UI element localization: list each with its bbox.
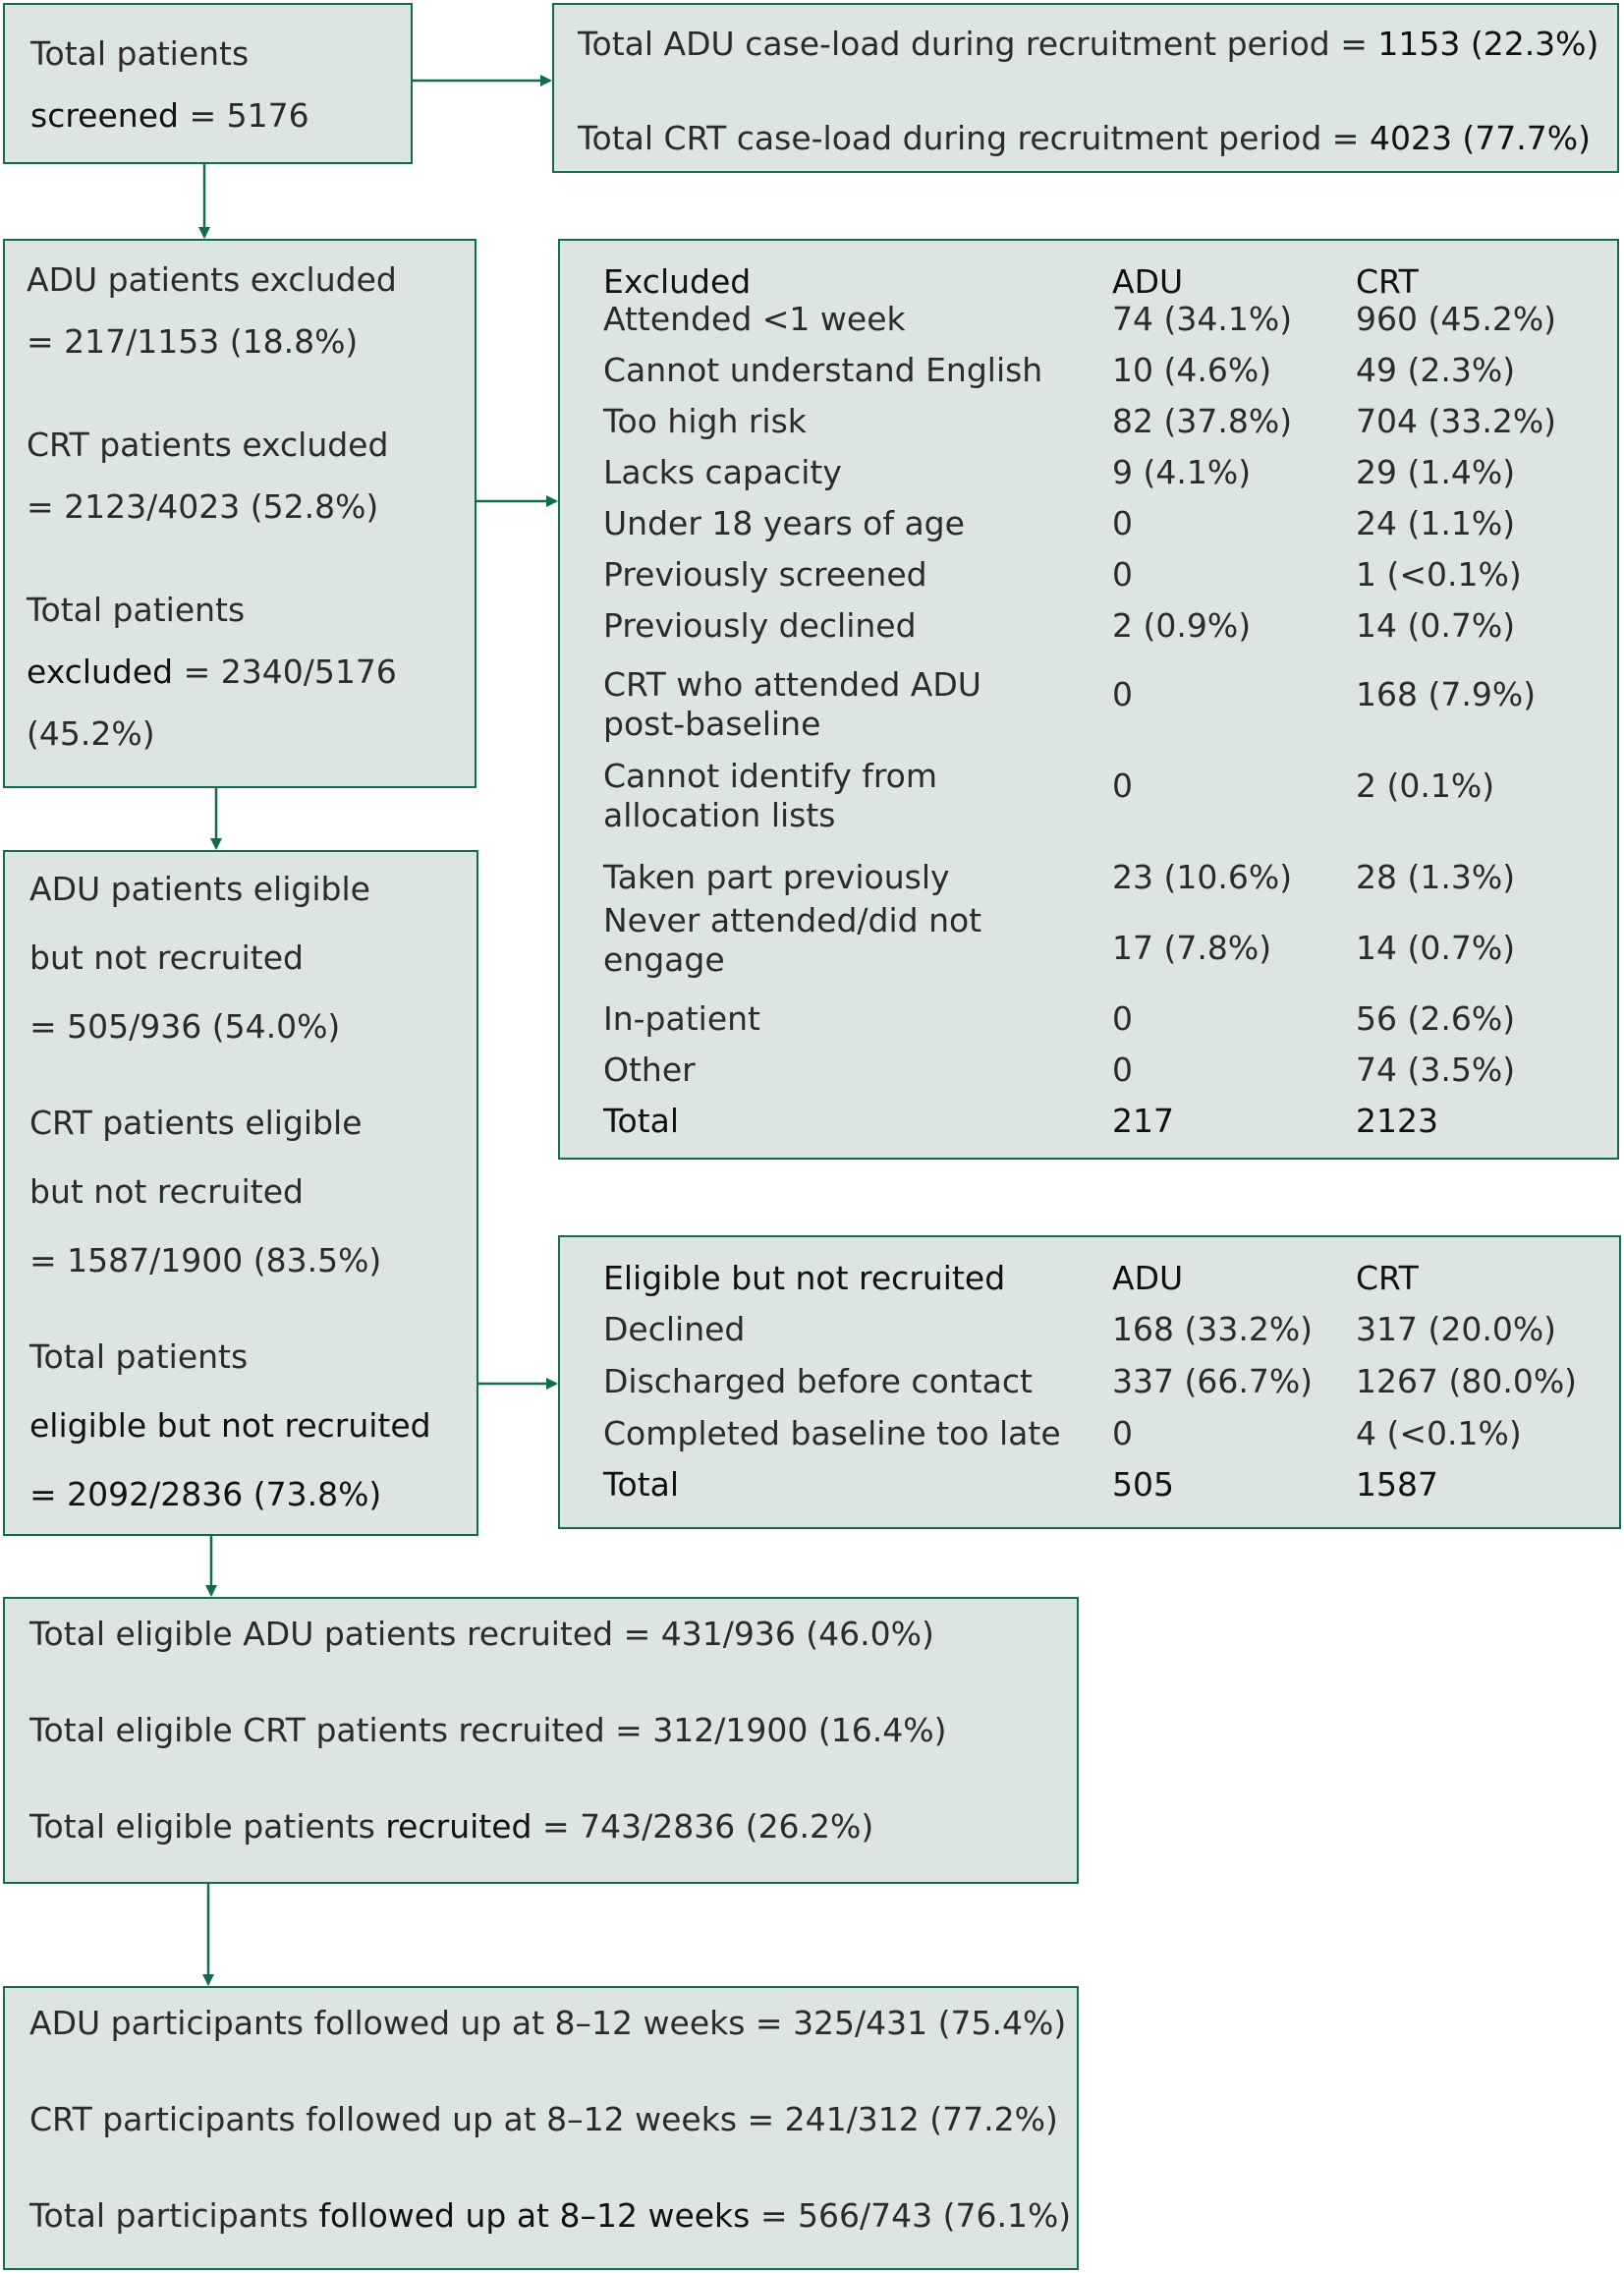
total-recruited: Total eligible patients recruited = 743/2836 (26.2%) [29, 1807, 874, 1846]
excluded-row-label: Other [603, 1051, 696, 1089]
eligible-summary-box [3, 850, 478, 1536]
excluded-table-box [558, 239, 1619, 1160]
excluded-row-label: In-patient [603, 999, 760, 1038]
excluded-row-label: Previously declined [603, 606, 917, 645]
eligible-row-adu: 0 [1112, 1414, 1133, 1452]
excluded-total-adu: 217 [1112, 1102, 1174, 1140]
excluded-row-label: Never attended/did not engage [603, 901, 982, 979]
total-followup: Total participants followed up at 8–12 weeks = 566/743 (76.1%) [29, 2196, 1072, 2235]
eligible-row-adu: 337 (66.7%) [1112, 1362, 1314, 1400]
excluded-row-crt: 29 (1.4%) [1356, 453, 1516, 491]
excluded-row-adu: 2 (0.9%) [1112, 606, 1252, 645]
total-excluded-value: excluded = 2340/5176 [27, 653, 397, 691]
excluded-header-crt: CRT [1356, 262, 1419, 301]
caseload-box [552, 3, 1619, 173]
adu-excluded-value: = 217/1153 (18.8%) [27, 322, 359, 361]
excluded-summary-box [3, 239, 476, 788]
eligible-total-crt: 1587 [1356, 1465, 1438, 1504]
excluded-row-label: Too high risk [603, 402, 807, 440]
excluded-total-crt: 2123 [1356, 1102, 1438, 1140]
excluded-row-adu: 0 [1112, 999, 1133, 1038]
excluded-header-label: Excluded [603, 262, 752, 301]
crt-eligible-label1: CRT patients eligible [29, 1104, 363, 1142]
excluded-row-crt: 14 (0.7%) [1356, 929, 1516, 967]
excluded-row-crt: 704 (33.2%) [1356, 402, 1557, 440]
adu-recruited: Total eligible ADU patients recruited = 431/936 (46.0%) [29, 1615, 934, 1653]
total-eligible-value: = 2092/2836 (73.8%) [29, 1475, 382, 1513]
excluded-row-adu: 0 [1112, 504, 1133, 542]
excluded-row-crt: 2 (0.1%) [1356, 767, 1495, 805]
eligible-total-label: Total [603, 1465, 680, 1504]
excluded-total-label: Total [603, 1102, 680, 1140]
excluded-header-adu: ADU [1112, 262, 1184, 301]
eligible-header-crt: CRT [1356, 1259, 1419, 1297]
excluded-row-adu: 82 (37.8%) [1112, 402, 1293, 440]
crt-excluded-value: = 2123/4023 (52.8%) [27, 487, 379, 526]
excluded-row-adu: 9 (4.1%) [1112, 453, 1252, 491]
excluded-row-crt: 28 (1.3%) [1356, 858, 1516, 896]
eligible-row-adu: 168 (33.2%) [1112, 1310, 1314, 1348]
excluded-row-crt: 168 (7.9%) [1356, 675, 1537, 713]
excluded-row-adu: 0 [1112, 767, 1133, 805]
eligible-total-adu: 505 [1112, 1465, 1174, 1504]
recruited-box [3, 1597, 1079, 1884]
excluded-row-adu: 17 (7.8%) [1112, 929, 1272, 967]
followup-box [3, 1986, 1079, 2270]
excluded-row-adu: 0 [1112, 555, 1133, 594]
total-excluded-pct: (45.2%) [27, 714, 155, 753]
crt-caseload: Total CRT case-load during recruitment period = 4023 (77.7%) [578, 119, 1592, 157]
excluded-row-label: Cannot identify from allocation lists [603, 757, 938, 834]
crt-recruited: Total eligible CRT patients recruited = 312/1900 (16.4%) [29, 1711, 947, 1749]
excluded-row-label: Lacks capacity [603, 453, 842, 491]
screened-line1: Total patients [30, 34, 250, 73]
crt-eligible-value: = 1587/1900 (83.5%) [29, 1241, 382, 1279]
excluded-row-crt: 14 (0.7%) [1356, 606, 1516, 645]
eligible-row-crt: 4 (<0.1%) [1356, 1414, 1522, 1452]
excluded-row-label: Under 18 years of age [603, 504, 965, 542]
adu-eligible-value: = 505/936 (54.0%) [29, 1007, 341, 1046]
excluded-row-crt: 960 (45.2%) [1356, 300, 1557, 338]
eligible-header-label: Eligible but not recruited [603, 1259, 1006, 1297]
eligible-row-crt: 317 (20.0%) [1356, 1310, 1557, 1348]
excluded-row-adu: 23 (10.6%) [1112, 858, 1293, 896]
excluded-row-crt: 24 (1.1%) [1356, 504, 1516, 542]
eligible-header-adu: ADU [1112, 1259, 1184, 1297]
excluded-row-crt: 56 (2.6%) [1356, 999, 1516, 1038]
total-eligible-label1: Total patients [29, 1337, 249, 1376]
excluded-row-crt: 49 (2.3%) [1356, 351, 1516, 389]
screened-line2: screened = 5176 [30, 96, 309, 135]
excluded-row-crt: 74 (3.5%) [1356, 1051, 1516, 1089]
excluded-row-adu: 10 (4.6%) [1112, 351, 1272, 389]
excluded-row-adu: 0 [1112, 675, 1133, 713]
crt-followup: CRT participants followed up at 8–12 weeks = 241/312 (77.2%) [29, 2100, 1058, 2138]
eligible-table-box [558, 1235, 1621, 1529]
adu-caseload: Total ADU case-load during recruitment period = 1153 (22.3%) [578, 25, 1599, 63]
total-excluded-label: Total patients [27, 591, 246, 629]
eligible-row-crt: 1267 (80.0%) [1356, 1362, 1578, 1400]
eligible-row-label: Declined [603, 1310, 746, 1348]
excluded-row-label: Attended <1 week [603, 300, 906, 338]
screened-box [3, 3, 413, 164]
excluded-row-label: Taken part previously [603, 858, 950, 896]
excluded-row-adu: 0 [1112, 1051, 1133, 1089]
adu-followup: ADU participants followed up at 8–12 weeks = 325/431 (75.4%) [29, 2004, 1067, 2042]
eligible-row-label: Completed baseline too late [603, 1414, 1061, 1452]
adu-excluded-label: ADU patients excluded [27, 260, 397, 299]
excluded-row-adu: 74 (34.1%) [1112, 300, 1293, 338]
excluded-row-label: Cannot understand English [603, 351, 1043, 389]
eligible-row-label: Discharged before contact [603, 1362, 1033, 1400]
total-eligible-label2: eligible but not recruited [29, 1406, 431, 1445]
adu-eligible-label2: but not recruited [29, 938, 304, 977]
excluded-row-label: CRT who attended ADU post-baseline [603, 665, 981, 743]
crt-excluded-label: CRT patients excluded [27, 426, 389, 464]
crt-eligible-label2: but not recruited [29, 1172, 304, 1211]
excluded-row-crt: 1 (<0.1%) [1356, 555, 1522, 594]
adu-eligible-label1: ADU patients eligible [29, 870, 370, 908]
excluded-row-label: Previously screened [603, 555, 927, 594]
